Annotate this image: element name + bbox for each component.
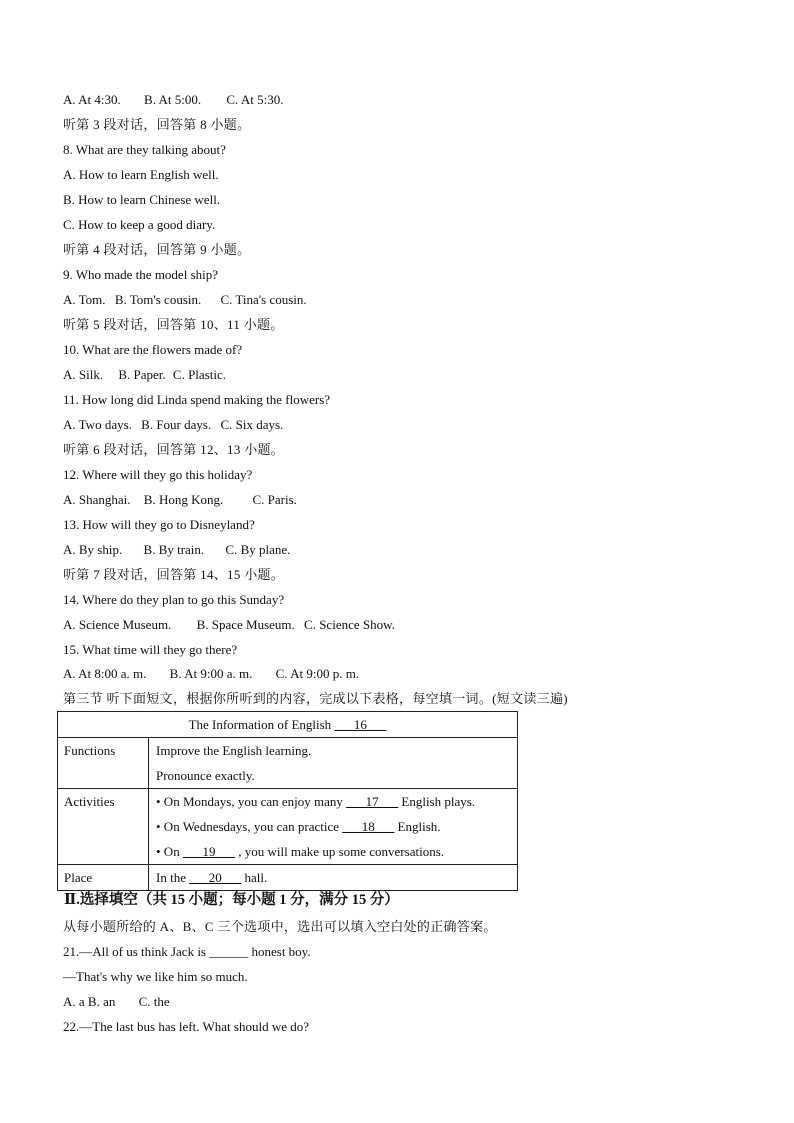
question-12: 12. Where will they go this holiday? [63,467,253,482]
option-a[interactable]: A. By ship. [63,542,123,557]
table-title: The Information of English [188,717,335,732]
information-table [57,711,518,891]
section-5-instruction: 听第 5 段对话，回答第 10、11 小题。 [63,317,284,332]
option-b[interactable]: B. Tom's cousin. [114,292,202,307]
functions-label: Functions [64,743,116,758]
option-c[interactable]: C. Six days. [220,417,284,432]
activity-item: • On Mondays, you can enjoy many ___17___ English plays. [156,794,476,809]
option-c[interactable]: C. By plane. [225,542,291,557]
part-2-instruction: 从每小题所给的 A、B、C 三个选项中，选出可以填入空白处的正确答案。 [63,919,497,934]
blank-16[interactable]: ___16___ [334,717,387,732]
option-a-b[interactable]: A. a B. an [63,994,116,1009]
functions-label-cell [58,738,149,789]
part-2-heading: Ⅱ.选择填空（共 15 小题；每小题 1 分，满分 15 分） [64,892,399,908]
option-a[interactable]: A. Science Museum. [63,617,172,632]
option-b[interactable]: B. At 5:00. [144,92,202,107]
blank-17[interactable]: ___17___ [346,794,399,809]
activity-item: • On Wednesdays, you can practice ___18___ English. [156,819,441,834]
q11-options [63,417,283,433]
option-b[interactable]: B. Space Museum. [196,617,295,632]
place-label-cell [58,865,149,891]
option-b[interactable]: B. At 9:00 a. m. [169,666,253,681]
question-21: 21.—All of us think Jack is ______ honest boy. [63,944,311,959]
question-22: 22.—The last bus has left. What should we do? [63,1019,309,1034]
q15-options [63,666,359,682]
function-item: Improve the English learning. [156,743,312,758]
question-15: 15. What time will they go there? [63,642,238,657]
option-c[interactable]: C. At 5:30. [226,92,284,107]
option-a[interactable]: A. At 4:30. [63,92,121,107]
question-8: 8. What are they talking about? [63,142,226,157]
activities-label: Activities [64,794,115,809]
q8-option-c[interactable]: C. How to keep a good diary. [63,217,216,232]
q8-option-a[interactable]: A. How to learn English well. [63,167,219,182]
option-b[interactable]: B. Paper. [118,367,166,382]
q14-options [63,617,395,633]
table-row [58,789,518,865]
activity-item: • On ___19___ , you will make up some conversations. [156,844,445,859]
option-b[interactable]: B. Four days. [141,417,212,432]
option-c[interactable]: C. Tina's cousin. [220,292,307,307]
option-c[interactable]: C. Science Show. [304,617,395,632]
section-3-instruction: 听第 3 段对话，回答第 8 小题。 [63,117,251,132]
option-a[interactable]: A. Silk. [63,367,104,382]
place-label: Place [64,870,93,885]
option-a[interactable]: A. Shanghai. [63,492,131,507]
q8-option-b[interactable]: B. How to learn Chinese well. [63,192,221,207]
part-3-instruction: 第三节 听下面短文，根据你所听到的内容，完成以下表格，每空填一词。(短文读三遍) [63,691,568,706]
q7-options [63,92,283,108]
place-item: In the ___20___ hall. [156,870,268,885]
blank-20[interactable]: ___20___ [189,870,242,885]
option-b[interactable]: B. By train. [143,542,205,557]
question-14: 14. Where do they plan to go this Sunday? [63,592,285,607]
section-6-instruction: 听第 6 段对话，回答第 12、13 小题。 [63,442,285,457]
q9-options [63,292,307,308]
question-13: 13. How will they go to Disneyland? [63,517,255,532]
section-7-instruction: 听第 7 段对话，回答第 14、15 小题。 [63,567,285,582]
table-row [58,865,518,891]
question-10: 10. What are the flowers made of? [63,342,243,357]
activities-label-cell [58,789,149,865]
question-9: 9. Who made the model ship? [63,267,219,282]
question-21-reply: —That's why we like him so much. [63,969,248,984]
activities-cell [149,789,518,865]
blank-19[interactable]: ___19___ [182,844,235,859]
blank-18[interactable]: ___18___ [342,819,395,834]
option-a[interactable]: A. Tom. [63,292,106,307]
question-11: 11. How long did Linda spend making the flowers? [63,392,331,407]
table-row [58,738,518,789]
q13-options [63,542,290,558]
table-title-cell [58,712,518,738]
q10-options [63,367,226,383]
option-c[interactable]: C. Plastic. [172,367,226,382]
table-row [58,712,518,738]
section-4-instruction: 听第 4 段对话，回答第 9 小题。 [63,242,251,257]
option-a[interactable]: A. At 8:00 a. m. [63,666,147,681]
place-cell [149,865,518,891]
option-c[interactable]: C. Paris. [252,492,297,507]
option-c[interactable]: C. At 9:00 p. m. [275,666,360,681]
functions-cell [149,738,518,789]
option-c[interactable]: C. the [138,994,170,1009]
function-item: Pronounce exactly. [156,768,255,783]
q21-options [63,994,170,1010]
q12-options [63,492,297,508]
option-a[interactable]: A. Two days. [63,417,132,432]
option-b[interactable]: B. Hong Kong. [143,492,224,507]
